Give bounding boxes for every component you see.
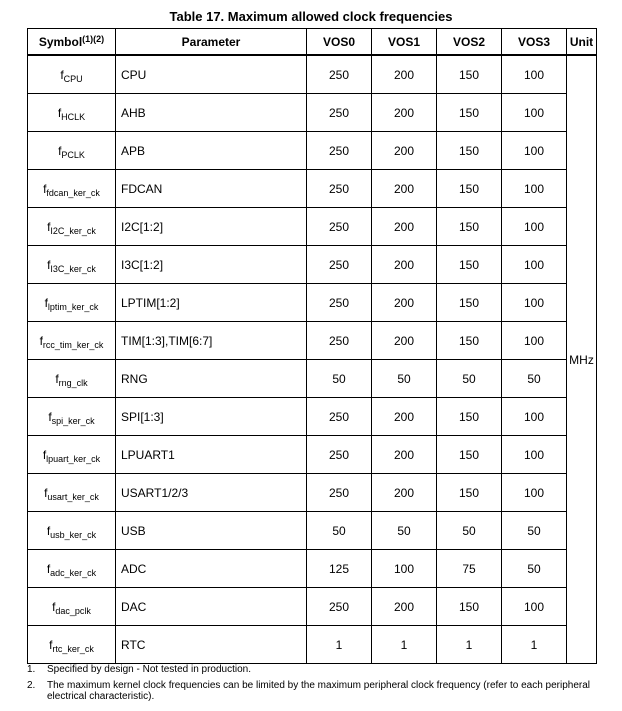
symbol-cell: $f_{fdcan\_ker\_ck}$ [28,170,116,208]
header-vos1: VOS1 [372,29,437,56]
header-vos2: VOS2 [437,29,502,56]
table-row [28,588,597,626]
table-row [28,436,597,474]
vos0-cell: 250 [307,436,372,474]
vos3-cell: 100 [502,322,567,360]
symbol-cell: $f_{dac\_pclk}$ [28,588,116,626]
table-row [28,626,597,664]
vos2-cell: 150 [437,132,502,170]
header-unit: Unit [567,29,597,56]
vos0-cell: 250 [307,94,372,132]
parameter-cell: ADC [116,550,307,588]
vos2-cell: 50 [437,360,502,398]
vos1-cell: 200 [372,55,437,94]
header-vos0: VOS0 [307,29,372,56]
vos0-cell: 250 [307,246,372,284]
table-row [28,55,597,94]
vos0-cell: 250 [307,208,372,246]
symbol-cell: $f_{I3C\_ker\_ck}$ [28,246,116,284]
vos2-cell: 150 [437,284,502,322]
table-row [28,322,597,360]
parameter-cell: FDCAN [116,170,307,208]
vos2-cell: 150 [437,94,502,132]
table-row [28,512,597,550]
symbol-cell: $f_{CPU}$ [28,55,116,94]
vos2-cell: 150 [437,398,502,436]
parameter-cell: USB [116,512,307,550]
symbol-cell: $f_{lpuart\_ker\_ck}$ [28,436,116,474]
header-symbol: Symbol$^{(1)(2)}$ [28,29,116,56]
vos3-cell: 100 [502,94,567,132]
vos2-cell: 50 [437,512,502,550]
parameter-cell: TIM[1:3],TIM[6:7] [116,322,307,360]
unit-cell: MHz [567,55,597,664]
header-parameter: Parameter [116,29,307,56]
footnote [27,664,597,675]
parameter-cell: LPUART1 [116,436,307,474]
vos2-cell: 150 [437,208,502,246]
vos3-cell: 100 [502,588,567,626]
vos1-cell: 200 [372,132,437,170]
vos2-cell: 150 [437,588,502,626]
vos2-cell: 150 [437,322,502,360]
vos1-cell: 200 [372,170,437,208]
vos3-cell: 100 [502,436,567,474]
table-row [28,284,597,322]
vos1-cell: 200 [372,284,437,322]
vos3-cell: 1 [502,626,567,664]
vos3-cell: 50 [502,550,567,588]
vos1-cell: 1 [372,626,437,664]
symbol-cell: $f_{HCLK}$ [28,94,116,132]
vos0-cell: 250 [307,284,372,322]
header-row [28,29,597,56]
parameter-cell: LPTIM[1:2] [116,284,307,322]
vos1-cell: 200 [372,208,437,246]
vos1-cell: 50 [372,512,437,550]
parameter-cell: APB [116,132,307,170]
vos0-cell: 250 [307,170,372,208]
table-title: Table 17. Maximum allowed clock frequencies [169,9,453,24]
vos0-cell: 250 [307,398,372,436]
table-row [28,474,597,512]
vos0-cell: 125 [307,550,372,588]
vos0-cell: 50 [307,512,372,550]
table-row [28,550,597,588]
vos1-cell: 100 [372,550,437,588]
vos3-cell: 100 [502,208,567,246]
vos3-cell: 100 [502,398,567,436]
footnote-text: The maximum kernel clock frequencies can be limited by the maximum peripheral clock frequency (refer to each peripheral electrical characteristic). [47,680,591,702]
header-vos3: VOS3 [502,29,567,56]
vos1-cell: 200 [372,436,437,474]
table-row [28,94,597,132]
table-row [28,208,597,246]
vos2-cell: 150 [437,55,502,94]
vos2-cell: 75 [437,550,502,588]
vos0-cell: 250 [307,132,372,170]
parameter-cell: USART1/2/3 [116,474,307,512]
vos3-cell: 100 [502,132,567,170]
vos0-cell: 1 [307,626,372,664]
symbol-cell: $f_{adc\_ker\_ck}$ [28,550,116,588]
vos1-cell: 50 [372,360,437,398]
parameter-cell: CPU [116,55,307,94]
vos2-cell: 150 [437,436,502,474]
symbol-cell: $f_{I2C\_ker\_ck}$ [28,208,116,246]
vos2-cell: 1 [437,626,502,664]
symbol-cell: $f_{rng\_clk}$ [28,360,116,398]
symbol-cell: $f_{usb\_ker\_ck}$ [28,512,116,550]
symbol-cell: $f_{PCLK}$ [28,132,116,170]
parameter-cell: RNG [116,360,307,398]
vos3-cell: 100 [502,474,567,512]
table-row [28,246,597,284]
table-row [28,170,597,208]
parameter-cell: DAC [116,588,307,626]
symbol-cell: $f_{usart\_ker\_ck}$ [28,474,116,512]
vos1-cell: 200 [372,474,437,512]
parameter-cell: SPI[1:3] [116,398,307,436]
vos3-cell: 100 [502,170,567,208]
vos1-cell: 200 [372,94,437,132]
table-row [28,360,597,398]
vos0-cell: 50 [307,360,372,398]
footnote [27,680,597,702]
footnote-number: 1. [27,664,36,675]
parameter-cell: I3C[1:2] [116,246,307,284]
vos0-cell: 250 [307,474,372,512]
vos2-cell: 150 [437,170,502,208]
symbol-cell: $f_{rcc\_tim\_ker\_ck}$ [28,322,116,360]
vos1-cell: 200 [372,322,437,360]
vos3-cell: 50 [502,512,567,550]
vos1-cell: 200 [372,398,437,436]
clock-frequency-table [27,28,597,664]
table-row [28,132,597,170]
symbol-cell: $f_{rtc\_ker\_ck}$ [28,626,116,664]
vos1-cell: 200 [372,588,437,626]
vos3-cell: 100 [502,284,567,322]
vos2-cell: 150 [437,474,502,512]
vos3-cell: 100 [502,246,567,284]
table-row [28,398,597,436]
vos2-cell: 150 [437,246,502,284]
symbol-cell: $f_{spi\_ker\_ck}$ [28,398,116,436]
vos3-cell: 100 [502,55,567,94]
vos0-cell: 250 [307,55,372,94]
footnote-text: Specified by design - Not tested in production. [47,664,252,675]
vos0-cell: 250 [307,322,372,360]
parameter-cell: I2C[1:2] [116,208,307,246]
symbol-cell: $f_{lptim\_ker\_ck}$ [28,284,116,322]
parameter-cell: RTC [116,626,307,664]
footnote-number: 2. [27,680,36,691]
footnotes [27,664,597,707]
parameter-cell: AHB [116,94,307,132]
vos3-cell: 50 [502,360,567,398]
vos1-cell: 200 [372,246,437,284]
vos0-cell: 250 [307,588,372,626]
